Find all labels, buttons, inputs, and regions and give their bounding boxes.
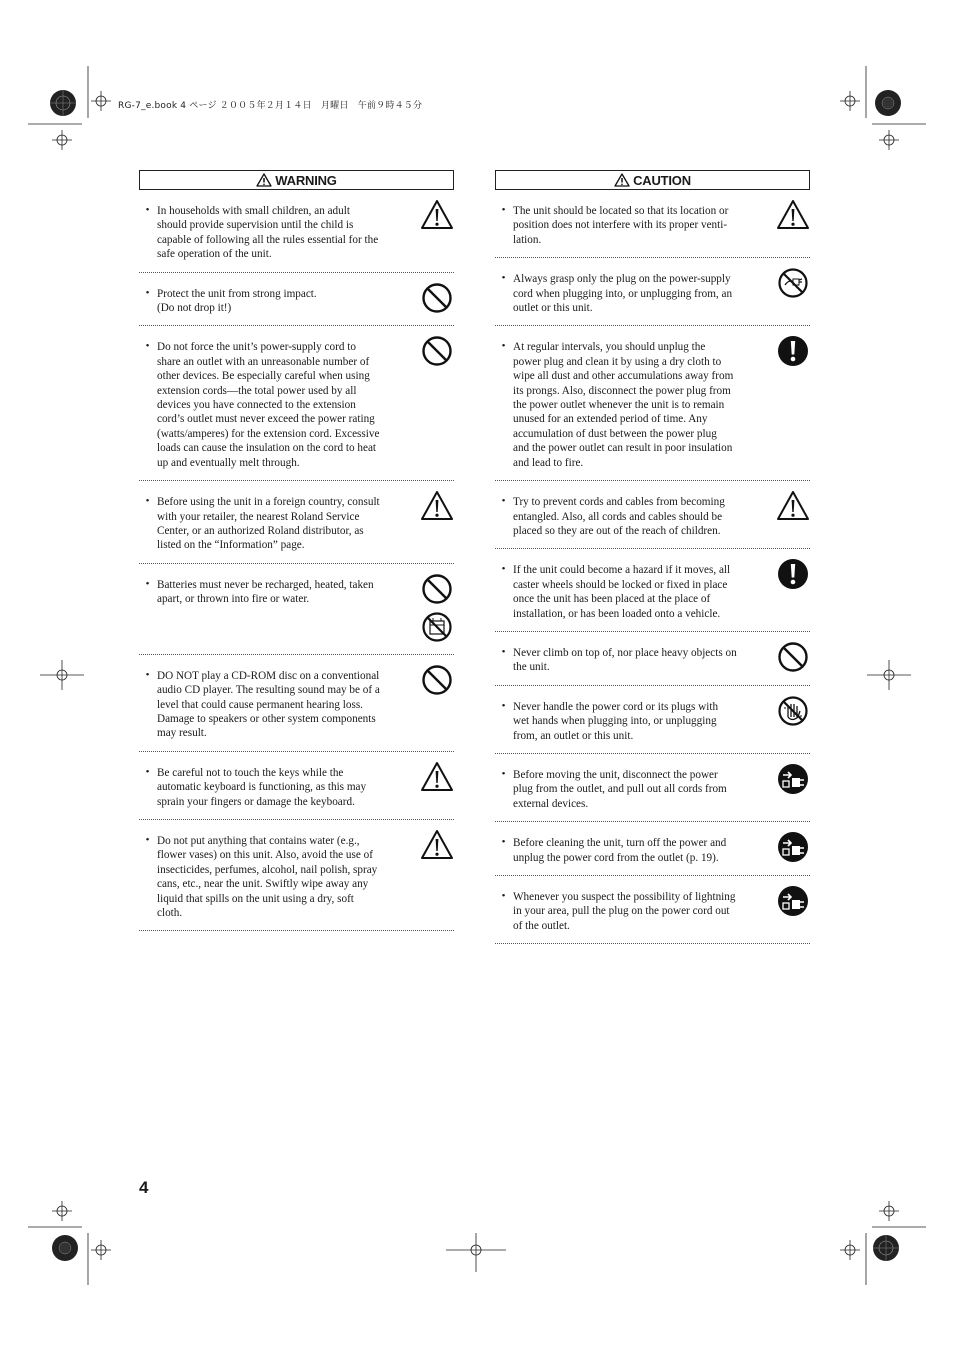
warning-item-text: Before using the unit in a foreign country, consult with your retailer, the nearest Roland Service Center, or an authorized Roland distributor, as listed on the “Information” page.: [157, 496, 380, 552]
warning-item-text: Batteries must never be recharged, heated, taken apart, or thrown into fire or water.: [157, 578, 374, 606]
caution-item-text: Never handle the power cord or its plugs with wet hands when plugging into, or unplugging from, an outlet or this unit.: [513, 700, 719, 742]
bullet: •: [145, 765, 150, 778]
bullet: •: [501, 767, 506, 780]
bullet: •: [145, 577, 150, 590]
bullet: •: [145, 204, 150, 216]
caution-item-text: Whenever you suspect the possibility of lightning in your area, pull the plug on the power cord out of the outlet.: [513, 891, 736, 932]
caution-item-text: Try to prevent cords and cables from becoming entangled. Also, all cords and cables should be placed so they are out of the reach of children.: [513, 496, 725, 537]
bullet: •: [501, 699, 506, 712]
bullet: •: [501, 836, 506, 849]
bullet: •: [501, 645, 506, 658]
warning-item-text: DO NOT play a CD-ROM disc on a conventional audio CD player. The resulting sound may be of a level that could cause permanent hearing loss. Damage to speakers or other system components may result.: [157, 669, 380, 740]
warning-item-text: In households with small children, an adult should provide supervision until the child is capable of following all the rules essential for the safe operation of the unit.: [157, 205, 379, 261]
bullet: •: [145, 286, 150, 299]
caution-item-text: At regular intervals, you should unplug the power plug and clean it by using a dry cloth to wipe all dust and other accumulations away from its prongs. Also, disconnect the power plug from the power outlet whenever the unit is to remain unused for an extended period of time. Any accumulation of dust between the power plug and the power outlet can result in poor insulation and lead to fire.: [513, 341, 734, 469]
caution-item-text: The unit should be located so that its location or position does not interfere with its proper venti- lation.: [513, 205, 729, 246]
caution-item-text: Always grasp only the plug on the power-supply cord when plugging into, or unplugging from, an outlet or this unit.: [513, 273, 733, 315]
page-number: 4: [139, 1178, 149, 1197]
bullet: •: [501, 890, 506, 902]
bullet: •: [145, 833, 150, 846]
bullet: •: [145, 495, 150, 508]
warning-item-text: Protect the unit from strong impact. (Do not drop it!): [157, 287, 317, 315]
bullet: •: [145, 340, 150, 353]
caution-title: CAUTION: [633, 172, 691, 188]
warning-item-text: Do not force the unit’s power-supply cord to share an outlet with an unreasonable number of other devices. Be especially careful when using extension cords—the total power used by all devices you have connected to the extension cord’s outlet must never exceed the power rating (watts/amperes) for the extension cord. Excessive loads can cause the insulation on the cord to heat up and eventually melt through.: [157, 341, 380, 469]
caution-item-text: Before moving the unit, disconnect the power plug from the outlet, and pull out all cords from external devices.: [513, 768, 727, 810]
caution-item-text: Before cleaning the unit, turn off the power and unplug the power cord from the outlet (p. 19).: [513, 837, 727, 864]
bullet: •: [501, 272, 506, 285]
warning-item-text: Be careful not to touch the keys while the automatic keyboard is functioning, as this may sprain your fingers or damage the keyboard.: [157, 766, 367, 808]
caution-item-text: Never climb on top of, nor place heavy objects on the unit.: [513, 646, 737, 674]
caution-item-text: If the unit could become a hazard if it moves, all caster wheels should be locked or fixed in place once the unit has been placed at the place of installation, or has been loaded onto a vehicle.: [513, 564, 731, 620]
bullet: •: [501, 204, 506, 216]
warning-item-text: Do not put anything that contains water (e.g., flower vases) on this unit. Also, avoid the use of insecticides, perfumes, alcohol, nail polish, spray cans, etc., near the unit. Swiftly wipe away any liquid that spills on the unit using a dry, soft cloth.: [157, 834, 378, 919]
warning-title: WARNING: [275, 172, 337, 188]
bullet: •: [501, 340, 506, 353]
bullet: •: [501, 563, 506, 576]
bullet: •: [501, 495, 506, 508]
print-header: RG-7_e.book 4 ページ ２００５年２月１４日 月曜日 午前９時４５分: [118, 101, 423, 111]
bullet: •: [145, 668, 150, 681]
